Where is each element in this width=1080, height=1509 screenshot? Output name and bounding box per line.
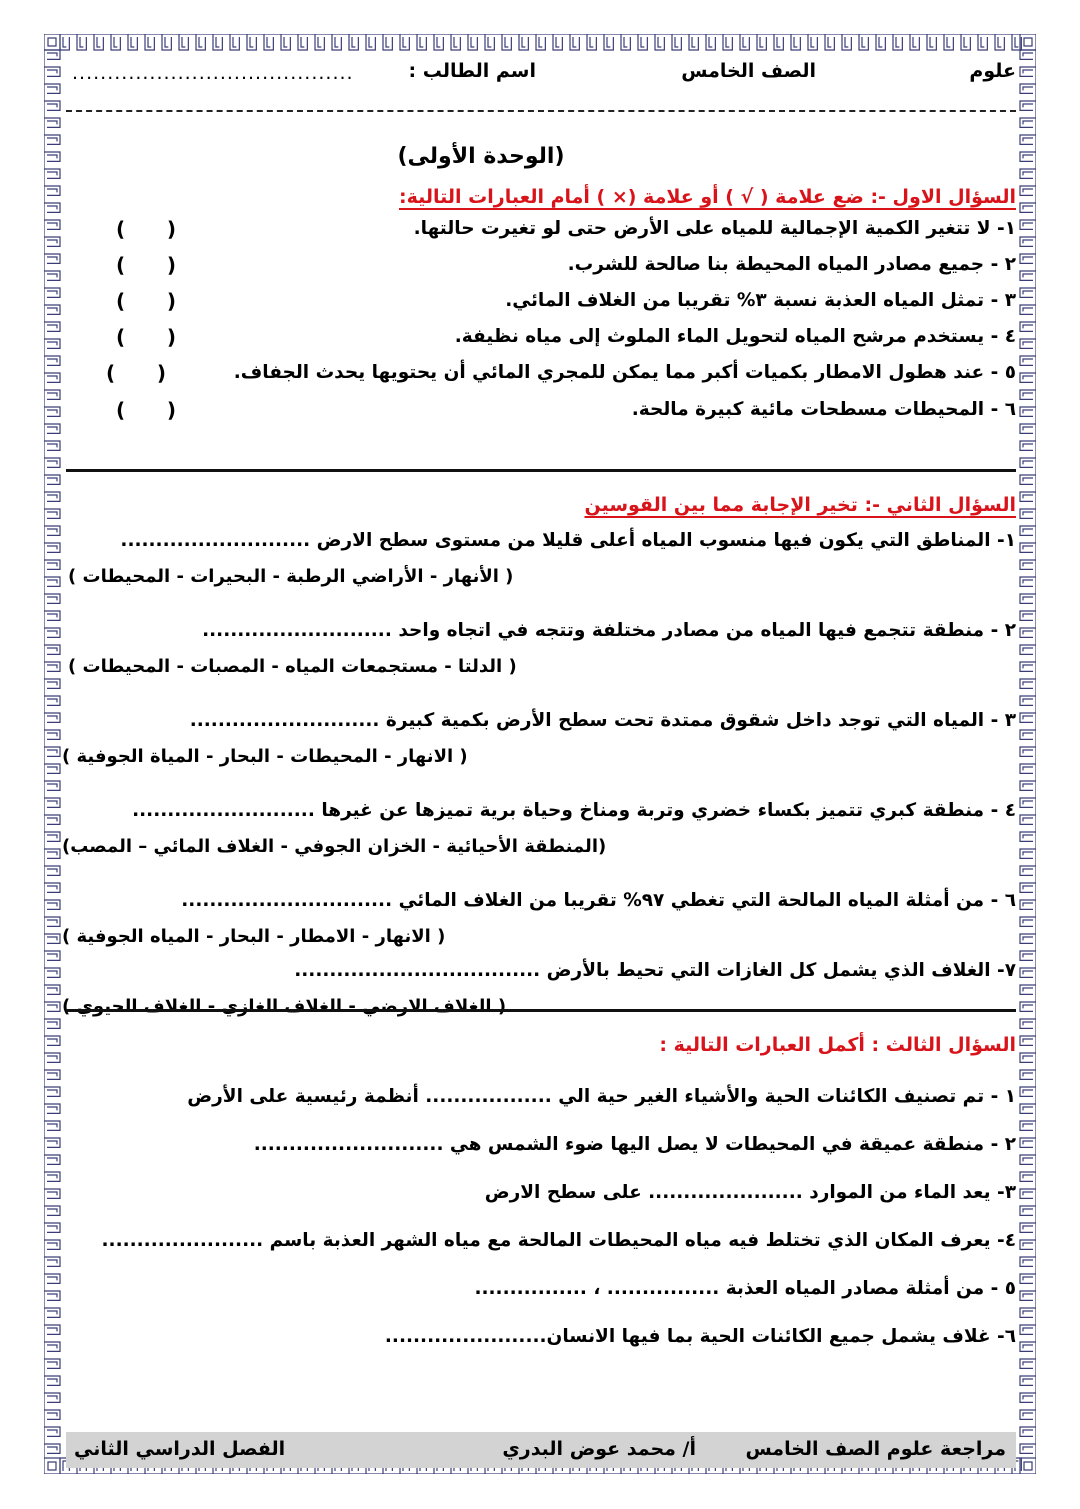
- q1-statement: ٤ - يستخدم مرشح المياه لتحويل الماء الملوث إلى مياه نظيفة.: [454, 326, 1016, 347]
- border-segment: [1020, 34, 1036, 50]
- q1-statement: ٢ - جميع مصادر المياه المحيطة بنا صالحة للشرب.: [567, 254, 1016, 275]
- question3-title: السؤال الثالث : أكمل العبارات التالية :: [659, 1034, 1016, 1056]
- border-segment: [63, 37, 1018, 47]
- answer-blank[interactable]: ...................................: [294, 960, 541, 981]
- subject-label: علوم: [969, 60, 1016, 82]
- close-paren: ): [166, 398, 176, 422]
- q2-statement: [132, 800, 1016, 821]
- open-paren: (: [116, 398, 126, 422]
- q2-statement: [202, 620, 1016, 641]
- q2-statement: [190, 710, 1016, 731]
- header-divider: [66, 110, 1016, 112]
- q3-statement[interactable]: ٣- يعد الماء من الموارد ...................... على سطح الارض: [484, 1182, 1016, 1203]
- question2-title: السؤال الثاني -: تخير الإجابة مما بين القوسين: [584, 494, 1016, 516]
- student-name-field[interactable]: ........................................: [72, 62, 354, 84]
- student-name-label: اسم الطالب :: [408, 60, 536, 82]
- border-segment: [1020, 1458, 1036, 1474]
- answer-blank[interactable]: ..............................: [181, 890, 393, 911]
- footer-term: الفصل الدراسي الثاني: [74, 1438, 286, 1460]
- q2-choices: ( الأنهار - الأراضي الرطبة - البحيرات - المحيطات ): [68, 566, 514, 587]
- q2-choices: ( الانهار - المحيطات - البحار - المياة الجوفية ): [62, 746, 468, 767]
- open-paren: (: [116, 217, 126, 241]
- answer-parentheses[interactable]: [116, 398, 176, 422]
- grade-label: الصف الخامس: [681, 60, 816, 82]
- question1-title: السؤال الاول -: ضع علامة ( √ ) أو علامة (× ) أمام العبارات التالية:: [399, 186, 1016, 208]
- close-paren: ): [166, 217, 176, 241]
- q2-choices: ( الغلاف الارضي - الغلاف الغازي - الغلاف الحيوي ): [62, 996, 507, 1017]
- q2-choices: ( الدلتا - مستجمعات المياه - المصبات - المحيطات ): [68, 656, 517, 677]
- close-paren: ): [156, 361, 166, 385]
- q2-choices: ( الانهار - الامطار - البحار - المياه الجوفية ): [62, 926, 446, 947]
- answer-blank[interactable]: ...........................: [120, 530, 311, 551]
- answer-parentheses[interactable]: [116, 289, 176, 313]
- answer-parentheses[interactable]: [116, 217, 176, 241]
- border-segment: [1023, 53, 1033, 1450]
- q3-statement[interactable]: ٤- يعرف المكان الذي تختلط فيه مياه المحيطات المالحة مع مياه الشهر العذبة باسم .......................: [101, 1230, 1016, 1251]
- section-divider-1: [66, 469, 1016, 472]
- q2-statement-text: ٦ - من أمثلة المياه المالحة التي تغطي ٩٧% تقريبا من الغلاف المائي: [398, 890, 1016, 911]
- open-paren: (: [106, 361, 116, 385]
- q1-statement: ٥ - عند هطول الامطار بكميات أكبر مما يمكن للمجري المائي أن يحتويها يحدث الجفاف.: [233, 362, 1016, 383]
- q2-choices: (المنطقة الأحيائية - الخزان الجوفي - الغلاف المائي – المصب): [62, 836, 607, 857]
- open-paren: (: [116, 253, 126, 277]
- header: [66, 60, 1016, 96]
- worksheet: [62, 54, 1016, 1460]
- close-paren: ): [166, 325, 176, 349]
- answer-parentheses[interactable]: [106, 361, 166, 385]
- q3-statement[interactable]: ٥ - من أمثلة مصادر المياه العذبة ................ ، ................: [474, 1278, 1016, 1299]
- border-segment: [44, 1458, 60, 1474]
- q2-statement-text: ٣ - المياه التي توجد داخل شقوق ممتدة تحت سطح الأرض بكمية كبيرة: [385, 710, 1016, 731]
- q1-statement: ٦ - المحيطات مسطحات مائية كبيرة مالحة.: [631, 399, 1016, 420]
- footer-teacher: أ/ محمد عوض البدري: [502, 1438, 696, 1460]
- close-paren: ): [166, 253, 176, 277]
- border-segment: [44, 34, 60, 50]
- q1-statement: ١- لا تتغير الكمية الإجمالية للمياه على الأرض حتى لو تغيرت حالتها.: [413, 218, 1016, 239]
- unit-title: (الوحدة الأولى): [397, 144, 565, 169]
- q3-statement[interactable]: ٢ - منطقة عميقة في المحيطات لا يصل اليها ضوء الشمس هي ...........................: [253, 1134, 1016, 1155]
- section-divider-2: [66, 1009, 1016, 1012]
- q2-statement-text: ٤ - منطقة كبري تتميز بكساء خضري وتربة ومناخ وحياة برية تميزها عن غيرها: [321, 800, 1016, 821]
- footer-bar: [66, 1432, 1016, 1468]
- footer-review: مراجعة علوم الصف الخامس: [745, 1438, 1006, 1460]
- open-paren: (: [116, 289, 126, 313]
- q1-statement: ٣ - تمثل المياه العذبة نسبة ٣% تقريبا من الغلاف المائي.: [505, 290, 1016, 311]
- q2-statement-text: ٢ - منطقة تتجمع فيها المياه من مصادر مختلفة وتتجه في اتجاه واحد: [398, 620, 1016, 641]
- answer-parentheses[interactable]: [116, 325, 176, 349]
- q3-statement[interactable]: ٦- غلاف يشمل جميع الكائنات الحية بما فيها الانسان.......................: [384, 1326, 1016, 1347]
- answer-blank[interactable]: ...........................: [189, 710, 380, 731]
- answer-blank[interactable]: ..........................: [132, 800, 315, 821]
- q2-statement-text: ٧- الغلاف الذي يشمل كل الغازات التي تحيط بالأرض: [546, 960, 1016, 981]
- close-paren: ): [166, 289, 176, 313]
- open-paren: (: [116, 325, 126, 349]
- q2-statement: [181, 890, 1016, 911]
- q3-statement[interactable]: ١ - تم تصنيف الكائنات الحية والأشياء الغير حية الي .................. أنظمة رئيسية على الأرض: [187, 1086, 1016, 1107]
- q2-statement-text: ١- المناطق التي يكون فيها منسوب المياه أعلى قليلا من مستوى سطح الارض: [316, 530, 1016, 551]
- q2-statement: [120, 530, 1016, 551]
- answer-blank[interactable]: ...........................: [202, 620, 392, 641]
- border-segment: [47, 53, 57, 1450]
- q2-statement: [294, 960, 1016, 981]
- answer-parentheses[interactable]: [116, 253, 176, 277]
